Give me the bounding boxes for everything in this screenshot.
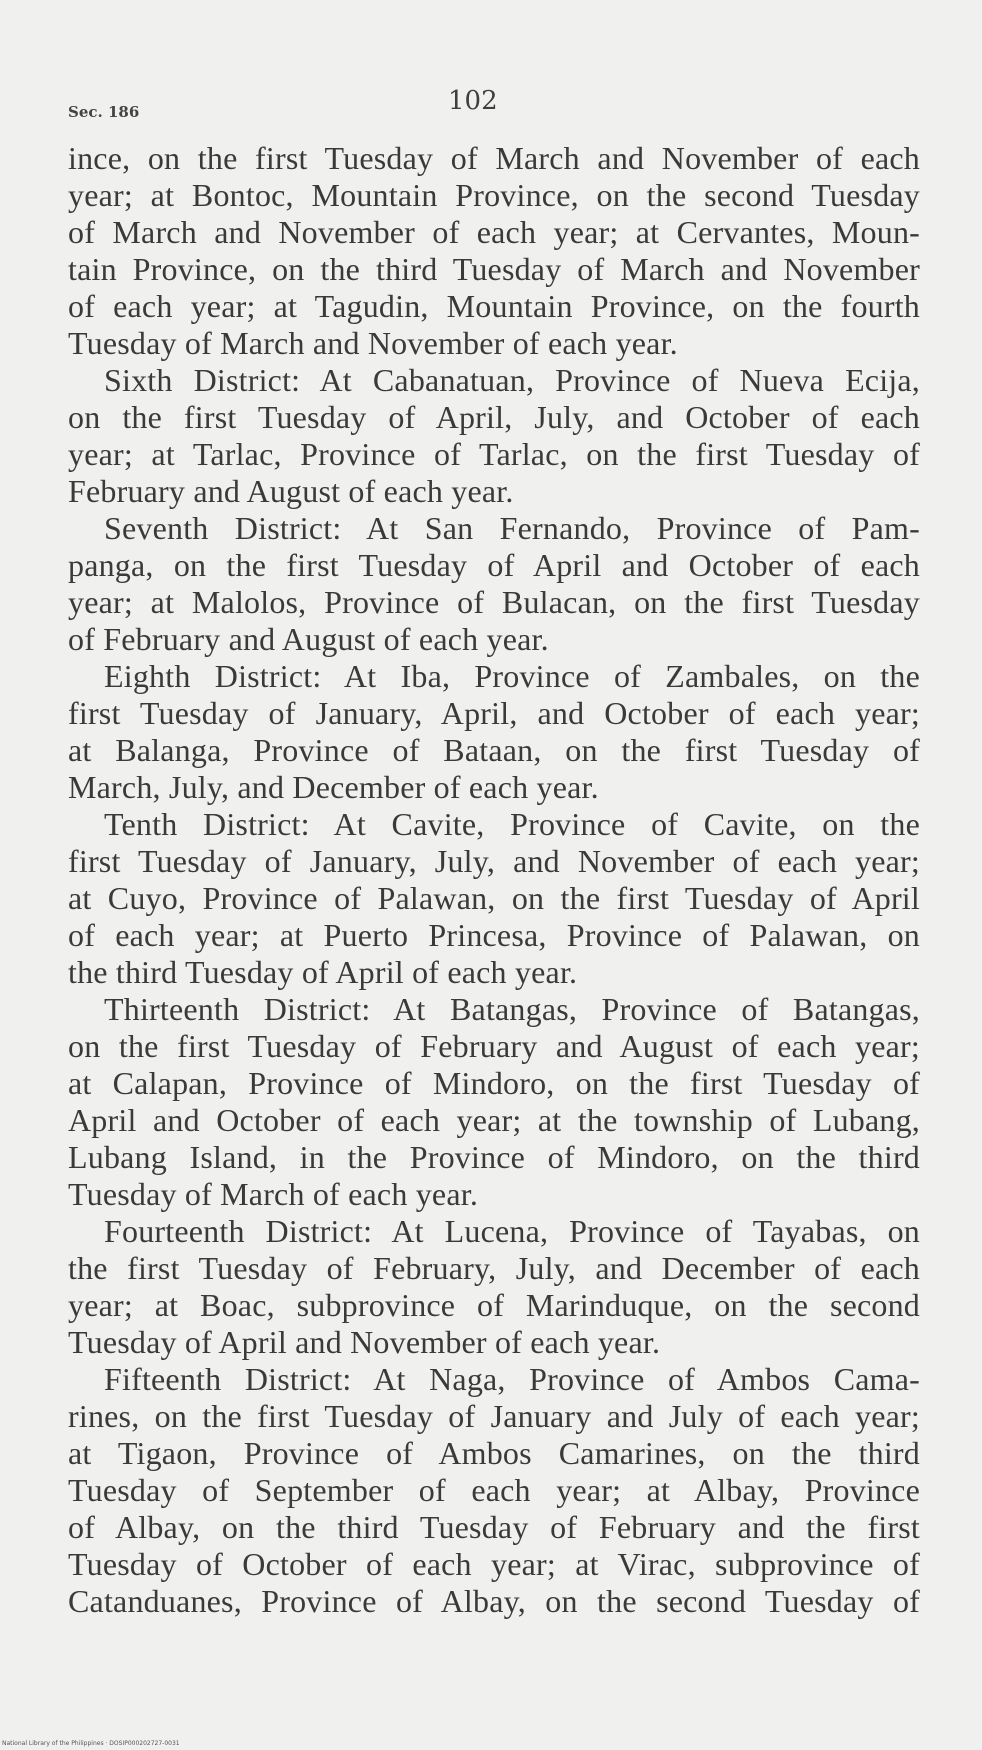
text-line: of each year; at Puerto Princesa, Province of Palawan, on xyxy=(68,917,920,953)
text-line: first Tuesday of January, April, and October of each year; xyxy=(68,695,920,731)
text-line: the third Tuesday of April of each year. xyxy=(68,954,578,990)
text-line: of each year; at Tagudin, Mountain Province, on the fourth xyxy=(68,288,920,324)
text-line: of March and November of each year; at Cervantes, Moun- xyxy=(68,214,920,250)
text-line: on the first Tuesday of April, July, and October of each xyxy=(68,399,920,435)
text-line: Tuesday of October of each year; at Virac, subprovince of xyxy=(68,1546,920,1582)
text-line: panga, on the first Tuesday of April and October of each xyxy=(68,547,920,583)
text-line: of Albay, on the third Tuesday of February and the first xyxy=(68,1509,920,1545)
text-line: Seventh District: At San Fernando, Province of Pam- xyxy=(104,510,920,546)
text-line: Catanduanes, Province of Albay, on the second Tuesday of xyxy=(68,1583,920,1619)
text-line: Sixth District: At Cabanatuan, Province of Nueva Ecija, xyxy=(104,362,920,398)
page-number: 102 xyxy=(448,86,498,116)
scan-footer: National Library of the Philippines · DOSIP000202727-0031 xyxy=(2,1740,180,1747)
text-line: at Balanga, Province of Bataan, on the first Tuesday of xyxy=(68,732,920,768)
text-line: year; at Boac, subprovince of Marinduque, on the second xyxy=(68,1287,920,1323)
text-line: year; at Bontoc, Mountain Province, on the second Tuesday xyxy=(68,177,920,213)
text-line: tain Province, on the third Tuesday of March and November xyxy=(68,251,920,287)
text-line: Lubang Island, in the Province of Mindoro, on the third xyxy=(68,1139,920,1175)
text-line: at Calapan, Province of Mindoro, on the first Tuesday of xyxy=(68,1065,920,1101)
text-line: at Tigaon, Province of Ambos Camarines, on the third xyxy=(68,1435,920,1471)
text-line: of February and August of each year. xyxy=(68,621,549,657)
text-line: March, July, and December of each year. xyxy=(68,769,599,805)
text-line: Fourteenth District: At Lucena, Province of Tayabas, on xyxy=(104,1213,920,1249)
text-line: Fifteenth District: At Naga, Province of Ambos Cama- xyxy=(104,1361,920,1397)
text-line: ince, on the first Tuesday of March and November of each xyxy=(68,140,920,176)
text-line: Eighth District: At Iba, Province of Zambales, on the xyxy=(104,658,920,694)
text-line: year; at Malolos, Province of Bulacan, on the first Tuesday xyxy=(68,584,920,620)
text-line: first Tuesday of January, July, and November of each year; xyxy=(68,843,920,879)
text-line: at Cuyo, Province of Palawan, on the first Tuesday of April xyxy=(68,880,920,916)
text-line: the first Tuesday of February, July, and December of each xyxy=(68,1250,920,1286)
text-line: Tuesday of March of each year. xyxy=(68,1176,479,1212)
text-line: Tuesday of April and November of each year. xyxy=(68,1324,661,1360)
section-label: Sec. 186 xyxy=(68,103,140,121)
text-line: rines, on the first Tuesday of January and July of each year; xyxy=(68,1398,920,1434)
text-line: February and August of each year. xyxy=(68,473,514,509)
text-line: Tenth District: At Cavite, Province of Cavite, on the xyxy=(104,806,920,842)
text-line: Thirteenth District: At Batangas, Province of Batangas, xyxy=(104,991,920,1027)
text-line: Tuesday of September of each year; at Albay, Province xyxy=(68,1472,920,1508)
text-line: April and October of each year; at the township of Lubang, xyxy=(68,1102,920,1138)
text-line: year; at Tarlac, Province of Tarlac, on the first Tuesday of xyxy=(68,436,920,472)
body-text xyxy=(68,140,920,1620)
text-line: Tuesday of March and November of each year. xyxy=(68,325,678,361)
text-line: on the first Tuesday of February and August of each year; xyxy=(68,1028,920,1064)
